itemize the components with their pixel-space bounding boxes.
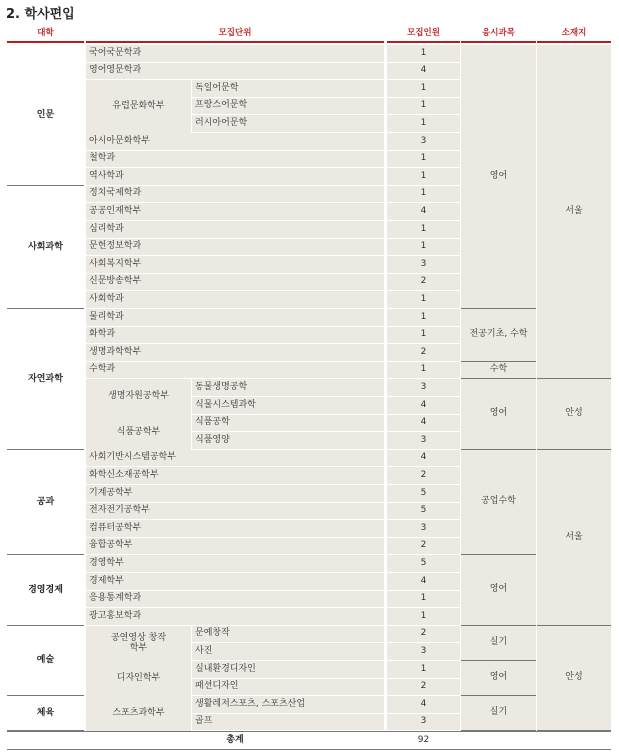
- count-cell: 4: [387, 63, 460, 79]
- unit-cell: 컴퓨터공학부: [86, 520, 384, 537]
- college-cell: 체육: [36, 707, 55, 718]
- unit-cell: 생명과학학부: [86, 344, 384, 361]
- column-divider: [191, 379, 192, 415]
- college-cell: 예술: [36, 655, 55, 666]
- subject-cell: 수학: [461, 362, 536, 378]
- subject-cell: 영어: [461, 45, 536, 308]
- count-cell: 1: [387, 221, 460, 238]
- college-cell: 자연과학: [28, 373, 63, 384]
- count-cell: 2: [387, 538, 460, 554]
- column-header-campus: 소재지: [561, 28, 587, 39]
- count-cell: 5: [387, 555, 460, 572]
- unit-cell: 영어영문학과: [86, 63, 384, 79]
- count-cell: 4: [387, 397, 460, 414]
- unit-cell: 실내환경디자인: [192, 661, 384, 678]
- unit-cell: 경제학부: [86, 573, 384, 590]
- unit-cell: 독일어문학: [192, 80, 384, 97]
- count-cell: 1: [387, 115, 460, 132]
- total-label: 총계: [226, 734, 244, 745]
- unit-cell: 사회복지학부: [86, 256, 384, 273]
- column-divider: [191, 661, 192, 696]
- table-rule: [537, 41, 611, 43]
- count-cell: 3: [387, 520, 460, 537]
- unit-cell: 광고홍보학과: [86, 608, 384, 625]
- count-cell: 1: [387, 80, 460, 97]
- table-rule: [7, 731, 611, 732]
- column-divider: [191, 696, 192, 731]
- column-divider: [191, 80, 192, 133]
- subject-cell: 전공기초, 수학: [461, 309, 536, 361]
- group-cell: 유럽문화학부: [86, 80, 191, 133]
- column-header-count: 모집인원: [407, 28, 440, 39]
- unit-cell: 경영학부: [86, 555, 384, 572]
- column-header-unit: 모집단위: [218, 28, 252, 39]
- unit-cell: 심리학과: [86, 221, 384, 238]
- count-cell: 3: [387, 714, 460, 730]
- unit-cell: 응용통계학과: [86, 591, 384, 607]
- count-cell: 1: [387, 98, 460, 114]
- count-cell: 2: [387, 679, 460, 695]
- count-cell: 2: [387, 344, 460, 361]
- group-cell: 식품공학부: [86, 415, 191, 450]
- campus-cell: 서울: [537, 45, 611, 378]
- count-cell: 2: [387, 274, 460, 290]
- unit-cell: 생활레저스포츠, 스포츠산업: [192, 696, 384, 713]
- unit-cell: 물리학과: [86, 309, 384, 326]
- count-cell: 1: [387, 239, 460, 255]
- subject-cell: 실기: [461, 696, 536, 730]
- unit-cell: 사회학과: [86, 291, 384, 308]
- unit-cell: 러시아어문학: [192, 115, 384, 132]
- campus-cell: 서울: [537, 450, 611, 625]
- total-count: 92: [417, 734, 430, 745]
- unit-cell: 문예창작: [192, 626, 384, 642]
- unit-cell: 사회기반시스템공학부: [86, 450, 384, 466]
- group-cell: 공연영상 창작학부: [86, 626, 191, 661]
- count-cell: 3: [387, 256, 460, 273]
- unit-cell: 프랑스어문학: [192, 98, 384, 114]
- count-cell: 1: [387, 591, 460, 607]
- table-rule: [7, 41, 84, 43]
- table-rule: [7, 749, 611, 750]
- count-cell: 1: [387, 661, 460, 678]
- page-title: 2. 학사편입: [6, 7, 75, 22]
- count-cell: 4: [387, 203, 460, 220]
- subject-cell: 영어: [461, 379, 536, 449]
- count-cell: 4: [387, 415, 460, 431]
- campus-cell: 안성: [537, 626, 611, 730]
- count-cell: 2: [387, 467, 460, 484]
- count-cell: 3: [387, 133, 460, 150]
- count-cell: 4: [387, 573, 460, 590]
- count-cell: 1: [387, 291, 460, 308]
- count-cell: 4: [387, 450, 460, 466]
- count-cell: 1: [387, 151, 460, 167]
- unit-cell: 전자전기공학부: [86, 503, 384, 519]
- unit-cell: 화학신소재공학부: [86, 467, 384, 484]
- column-divider: [191, 626, 192, 661]
- unit-cell: 패션디자인: [192, 679, 384, 695]
- count-cell: 1: [387, 309, 460, 326]
- group-cell: 스포츠과학부: [86, 696, 191, 731]
- count-cell: 1: [387, 608, 460, 625]
- subject-cell: 영어: [461, 661, 536, 695]
- count-cell: 4: [387, 696, 460, 713]
- count-cell: 1: [387, 362, 460, 378]
- unit-cell: 기계공학부: [86, 485, 384, 502]
- unit-cell: 국어국문학과: [86, 45, 384, 62]
- column-header-subject: 응시과목: [482, 28, 515, 39]
- unit-cell: 동물생명공학: [192, 379, 384, 396]
- unit-cell: 정치국제학과: [86, 186, 384, 202]
- unit-cell: 식품영양: [192, 432, 384, 449]
- count-cell: 3: [387, 379, 460, 396]
- count-cell: 5: [387, 503, 460, 519]
- subject-cell: 공업수학: [461, 450, 536, 554]
- unit-cell: 철학과: [86, 151, 384, 167]
- unit-cell: 식품공학: [192, 415, 384, 431]
- subject-cell: 영어: [461, 555, 536, 625]
- table-rule: [461, 41, 536, 43]
- unit-cell: 수학과: [86, 362, 384, 378]
- college-cell: 공과: [36, 496, 55, 507]
- count-cell: 1: [387, 186, 460, 202]
- unit-cell: 역사학과: [86, 168, 384, 185]
- column-divider: [191, 415, 192, 450]
- count-cell: 5: [387, 485, 460, 502]
- college-cell: 경영경제: [28, 584, 63, 595]
- unit-cell: 공공인재학부: [86, 203, 384, 220]
- college-cell: 사회과학: [28, 241, 63, 252]
- unit-cell: 문헌정보학과: [86, 239, 384, 255]
- college-cell: 인문: [36, 109, 55, 120]
- count-cell: 1: [387, 45, 460, 62]
- group-cell: 생명자원공학부: [86, 379, 191, 415]
- unit-cell: 골프: [192, 714, 384, 730]
- count-cell: 3: [387, 432, 460, 449]
- unit-cell: 식물시스템과학: [192, 397, 384, 414]
- table-rule: [86, 41, 384, 43]
- unit-cell: 사진: [192, 643, 384, 660]
- campus-cell: 안성: [537, 379, 611, 449]
- unit-cell: 신문방송학부: [86, 274, 384, 290]
- count-cell: 1: [387, 168, 460, 185]
- count-cell: 3: [387, 643, 460, 660]
- subject-cell: 실기: [461, 626, 536, 660]
- count-cell: 1: [387, 327, 460, 343]
- table-rule: [387, 41, 460, 43]
- count-cell: 2: [387, 626, 460, 642]
- unit-cell: 융합공학부: [86, 538, 384, 554]
- group-cell: 디자인학부: [86, 661, 191, 696]
- unit-cell: 화학과: [86, 327, 384, 343]
- unit-cell: 아시아문화학부: [86, 133, 384, 150]
- column-header-college: 대학: [37, 28, 54, 39]
